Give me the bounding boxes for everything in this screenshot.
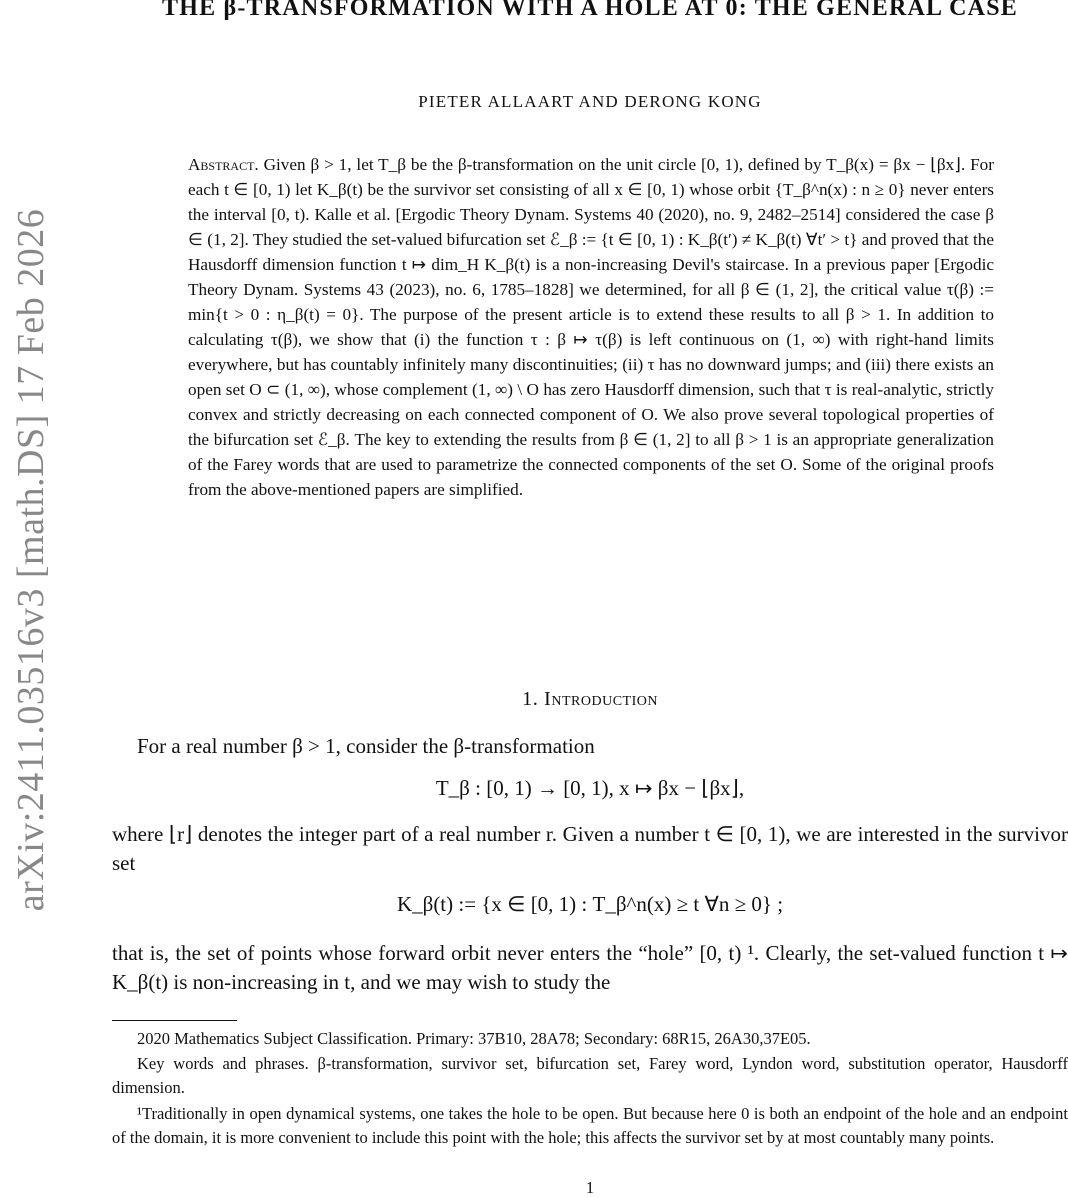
equation-survivor-set: K_β(t) := {x ∈ [0, 1) : T_β^n(x) ≥ t ∀n ≥ 0} ; [396,892,784,916]
paragraph-1: For a real number β > 1, consider the β-transformation [137,734,595,758]
paragraph-2: where ⌊r⌋ denotes the integer part of a real number r. Given a number t ∈ [0, 1), we are interested in the survivor set [112,822,1068,875]
page-number: 1 [585,1178,595,1197]
footnote-keywords: Key words and phrases. β-transformation, survivor set, bifurcation set, Farey word, Lyndon word, substitution operator, Hausdorff dimension. [112,1054,1068,1097]
section-number: 1. [522,688,539,710]
paper-title: THE β-TRANSFORMATION WITH A HOLE AT 0: THE GENERAL CASE [162,0,1018,21]
footnote-msc: 2020 Mathematics Subject Classification. Primary: 37B10, 28A78; Secondary: 68R15, 26A30,37E05. [137,1029,811,1048]
section-title: Introduction [544,688,658,710]
paper-authors: PIETER ALLAART AND DERONG KONG [418,92,762,111]
abstract-text: Given β > 1, let T_β be the β-transformation on the unit circle [0, 1), defined by T_β(x) = βx − ⌊βx⌋. For each t ∈ [0, 1) let K_β(t) be the survivor set consisting of all x ∈ [0, 1) whose orbit {T_β^n(x) : n ≥ 0} never enters the interval [0, t). Kalle et al. [Ergodic Theory Dynam. Systems 40 (2020), no. 9, 2482–2514] considered the case β ∈ (1, 2]. They studied the set-valued bifurcation set ℰ_β := {t ∈ [0, 1) : K_β(t′) ≠ K_β(t) ∀t′ > t} and proved that the Hausdorff dimension function t ↦ dim_H K_β(t) is a non-increasing Devil's staircase. In a previous paper [Ergodic Theory Dynam. Systems 43 (2023), no. 6, 1785–1828] we determined, for all β ∈ (1, 2], the critical value τ(β) := min{t > 0 : η_β(t) = 0}. The purpose of the present article is to extend these results to all β > 1. In addition to calculating τ(β), we show that (i) the function τ : β ↦ τ(β) is left continuous on (1, ∞) with right-hand limits everywhere, but has countably infinitely many discontinuities; (ii) τ has no downward jumps; and (iii) there exists an open set O ⊂ (1, ∞), whose complement (1, ∞) \ O has zero Hausdorff dimension, such that τ is real-analytic, strictly convex and strictly decreasing on each connected component of O. We also prove several topological properties of the bifurcation set ℰ_β. The key to extending the results from β ∈ (1, 2] to all β > 1 is an appropriate generalization of the Farey words that are used to parametrize the connected components of the set O. Some of the original proofs from the above-mentioned papers are simplified. [188,155,994,499]
abstract-label: Abstract. [188,155,259,174]
section-heading [110,688,1068,711]
footnote-rule [112,1020,237,1021]
footnote-1: ¹Traditionally in open dynamical systems, one takes the hole to be open. But because here 0 is both an endpoint of the hole and an endpoint of the domain, it is more convenient to include this point with the hole; this affects the survivor set by at most countably many points. [112,1104,1068,1147]
abstract [188,152,994,502]
equation-beta-transformation: T_β : [0, 1) → [0, 1), x ↦ βx − ⌊βx⌋, [435,776,745,800]
paragraph-3: that is, the set of points whose forward orbit never enters the “hole” [0, t) ¹. Clearly, the set-valued function t ↦ K_β(t) is non-increasing in t, and we may wish to study the [112,941,1068,994]
arxiv-sidebar [0,0,62,1197]
arxiv-identifier: arXiv:2411.03516v3 [math.DS] 17 Feb 2026 [10,208,52,912]
